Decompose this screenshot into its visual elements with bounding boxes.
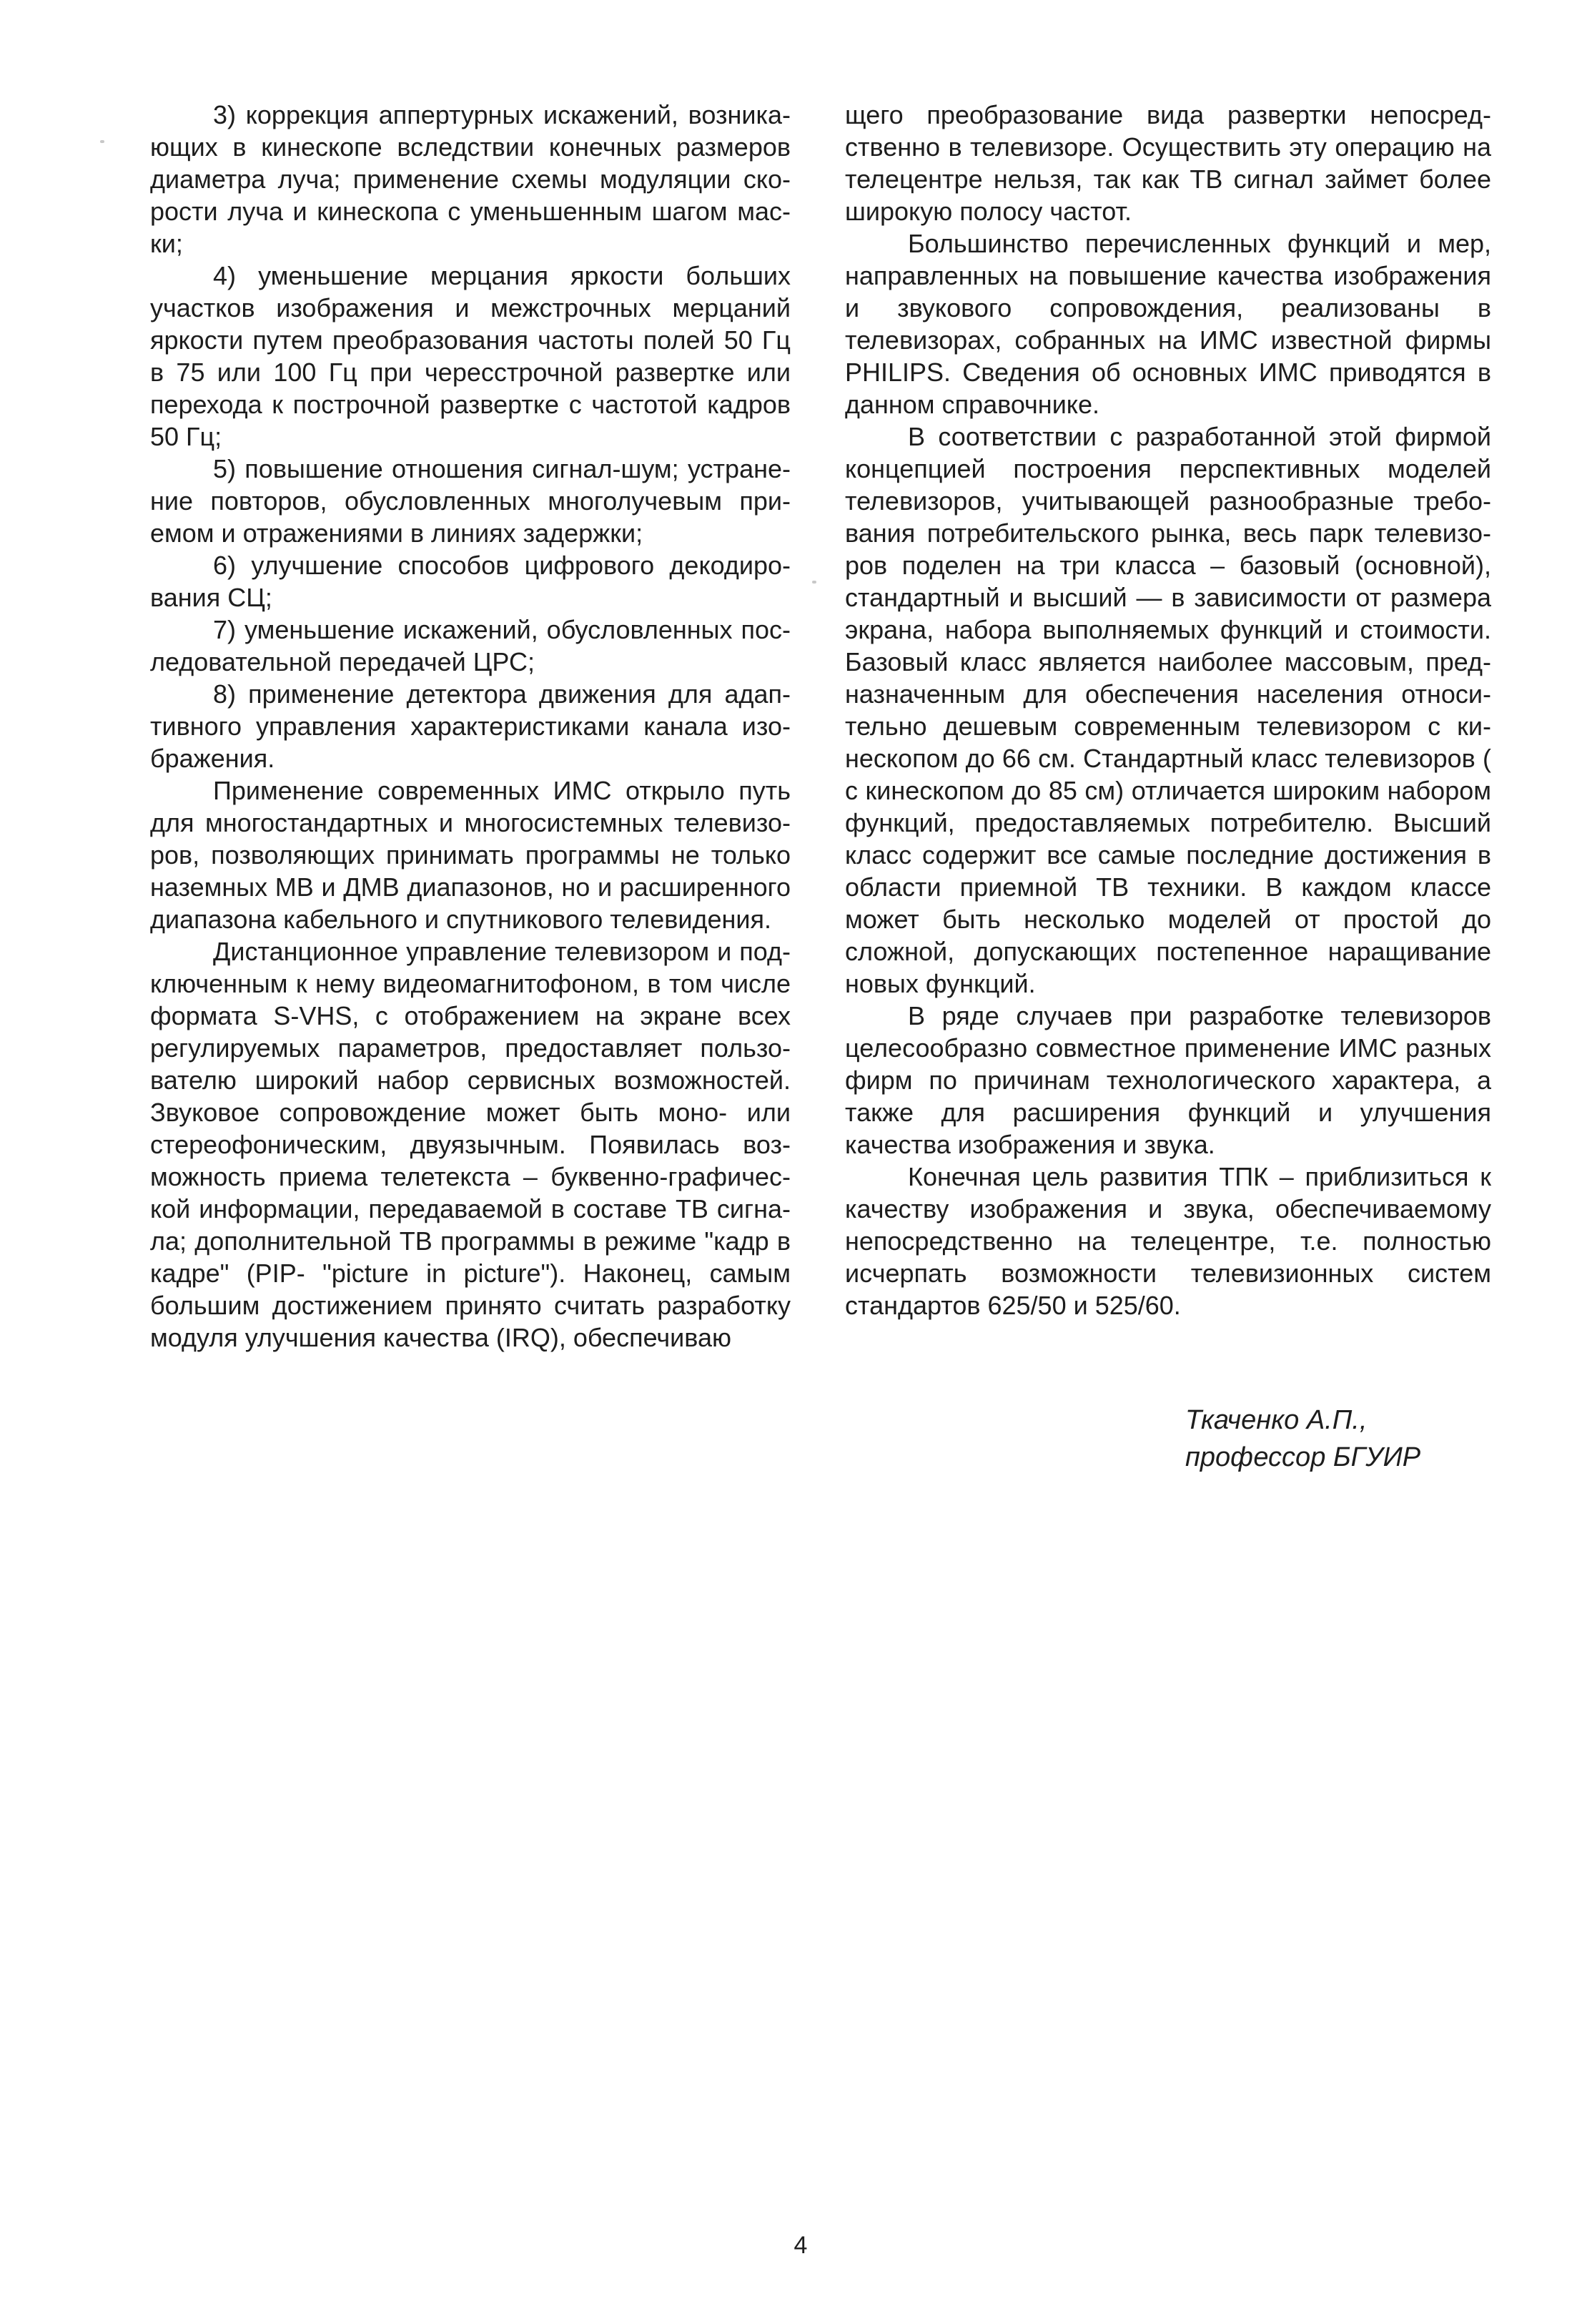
paragraph: 7) уменьшение искажений, обусловленных последовательной передачей ЦРС;: [150, 615, 791, 676]
paragraph: 8) применение детектора движения для адаптивного управления характеристиками канала изображения.: [150, 679, 791, 773]
paragraph: 5) повышение отношения сигнал-шум; устранение повторов, обусловленных многолучевым приемом и отражениями в линиях задержки;: [150, 454, 791, 548]
author-signature: [1185, 1402, 1500, 1476]
paragraph: Конечная цель развития ТПК – приблизиться к качеству изображения и звука, обеспечиваемому непосредственно на телецентре, т.е. полностью исчерпать возможности телевизионных систем стандартов 625/50 и 525/60.: [845, 1162, 1491, 1320]
paragraph: В ряде случаев при разработке телевизоров целесообразно совместное применение ИМС разных фирм по причинам технологического характера, а также для расширения функций и улучшения качества изображения и звука.: [845, 1001, 1491, 1159]
paragraph-continuation: щего преобразование вида развертки непосредственно в телевизоре. Осуществить эту операцию на телецентре нельзя, так как ТВ сигнал займет более широкую полосу частот.: [845, 100, 1491, 226]
page-number: 4: [794, 2232, 808, 2259]
paragraph: Применение современных ИМС открыло путь для многостандартных и многосистемных телевизоров, позволяющих принимать программы не только наземных МВ и ДМВ диапазонов, но и расширенного диапазона кабельного и спутникового телевидения.: [150, 776, 791, 934]
paragraph: 4) уменьшение мерцания яркости больших участков изображения и межстрочных мерцаний яркости путем преобразования частоты полей 50 Гц в 75 или 100 Гц при чересстрочной развертке или перехода к построчной развертке с частотой кадров 50 Гц;: [150, 261, 791, 451]
paragraph: 3) коррекция аппертурных искажений, возникающих в кинескопе вследствии конечных размеров диаметра луча; применение схемы модуляции скорости луча и кинескопа с уменьшенным шагом маски;: [150, 100, 791, 258]
paragraph: Большинство перечисленных функций и мер, направленных на повышение качества изображения и звукового сопровождения, реализованы в телевизорах, собранных на ИМС известной фирмы PHILIPS. Сведения об основных ИМС приводятся в данном справочнике.: [845, 229, 1491, 419]
paragraph: В соответствии с разработанной этой фирмой концепцией построения перспективных моделей телевизоров, учитывающей разнообразные требования потребительского рынка, весь парк телевизоров поделен на три класса – базовый (основной), стандартный и высший — в зависимости от размера экрана, набора выполняемых функций и стоимости. Базовый класс является наиболее массовым, предназначенным для обеспечения населения относительно дешевым современным телевизором с кинескопом до 66 см. Стандартный класс телевизоров ( с кинескопом до 85 см) отличается широким набором функций, предоставляемых потребителю. Высший класс содержит все самые последние достижения в области приемной ТВ техники. В каждом классе может быть несколько моделей от простой до сложной, допускающих постепенное наращивание новых функций.: [845, 422, 1491, 998]
left-text-column: [150, 99, 791, 1354]
author-title: профессор БГУИР: [1185, 1442, 1421, 1472]
paragraph: Дистанционное управление телевизором и подключенным к нему видеомагнитофоном, в том числе формата S-VHS, с отображением на экране всех регулируемых параметров, предоставляет пользователю широкий набор сервисных возможностей. Звуковое сопровождение может быть моно- или стереофоническим, двуязычным. Появилась возможность приема телетекста – буквенно-графической информации, передаваемой в составе ТВ сигнала; дополнительной ТВ программы в режиме "кадр в кадре" (PIP- "picture in picture"). Наконец, самым большим достижением принято считать разработку модуля улучшения качества (IRQ), обеспечиваю: [150, 937, 791, 1352]
scan-speck: [100, 140, 104, 143]
author-name: Ткаченко А.П.,: [1185, 1405, 1368, 1435]
scan-speck: [812, 581, 816, 584]
right-text-column: [845, 99, 1491, 1321]
paragraph: 6) улучшение способов цифрового декодирования СЦ;: [150, 551, 791, 612]
